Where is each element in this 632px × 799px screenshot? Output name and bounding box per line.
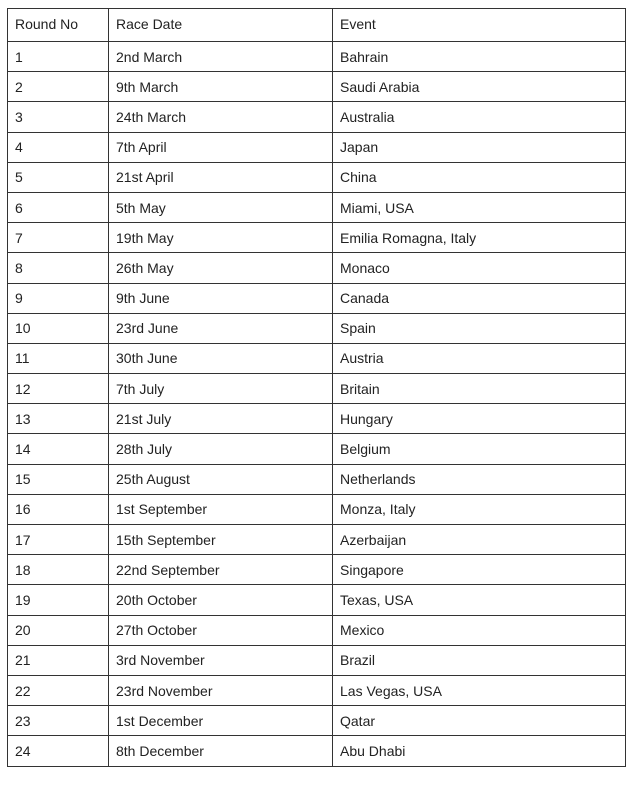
round-no-cell: 16 bbox=[8, 494, 109, 524]
table-row bbox=[8, 253, 626, 283]
round-no-cell: 19 bbox=[8, 585, 109, 615]
table-row bbox=[8, 283, 626, 313]
race-date-cell: 9th March bbox=[109, 72, 333, 102]
event-cell: Britain bbox=[333, 374, 626, 404]
event-cell: Monaco bbox=[333, 253, 626, 283]
race-date-cell: 3rd November bbox=[109, 645, 333, 675]
table-header bbox=[8, 9, 626, 42]
round-no-cell: 9 bbox=[8, 283, 109, 313]
round-no-cell: 13 bbox=[8, 404, 109, 434]
table-row bbox=[8, 585, 626, 615]
race-date-cell: 25th August bbox=[109, 464, 333, 494]
round-no-cell: 1 bbox=[8, 42, 109, 72]
race-schedule-table bbox=[7, 8, 626, 767]
event-cell: Qatar bbox=[333, 706, 626, 736]
event-cell: Spain bbox=[333, 313, 626, 343]
table-row bbox=[8, 675, 626, 705]
table-row bbox=[8, 464, 626, 494]
table-row bbox=[8, 374, 626, 404]
race-date-cell: 20th October bbox=[109, 585, 333, 615]
table-row bbox=[8, 42, 626, 72]
table-row bbox=[8, 555, 626, 585]
round-no-cell: 4 bbox=[8, 132, 109, 162]
table-row bbox=[8, 404, 626, 434]
round-no-cell: 24 bbox=[8, 736, 109, 766]
event-cell: China bbox=[333, 162, 626, 192]
event-cell: Austria bbox=[333, 343, 626, 373]
round-no-cell: 22 bbox=[8, 675, 109, 705]
round-no-cell: 2 bbox=[8, 72, 109, 102]
race-date-cell: 23rd June bbox=[109, 313, 333, 343]
table-row bbox=[8, 72, 626, 102]
race-date-cell: 28th July bbox=[109, 434, 333, 464]
race-date-cell: 15th September bbox=[109, 525, 333, 555]
event-cell: Texas, USA bbox=[333, 585, 626, 615]
table-row bbox=[8, 434, 626, 464]
round-no-cell: 8 bbox=[8, 253, 109, 283]
event-cell: Monza, Italy bbox=[333, 494, 626, 524]
round-no-cell: 10 bbox=[8, 313, 109, 343]
header-round-no: Round No bbox=[8, 9, 109, 42]
header-race-date: Race Date bbox=[109, 9, 333, 42]
round-no-cell: 5 bbox=[8, 162, 109, 192]
event-cell: Miami, USA bbox=[333, 192, 626, 222]
race-date-cell: 2nd March bbox=[109, 42, 333, 72]
round-no-cell: 21 bbox=[8, 645, 109, 675]
table-row bbox=[8, 313, 626, 343]
event-cell: Emilia Romagna, Italy bbox=[333, 223, 626, 253]
event-cell: Saudi Arabia bbox=[333, 72, 626, 102]
race-date-cell: 23rd November bbox=[109, 675, 333, 705]
race-date-cell: 9th June bbox=[109, 283, 333, 313]
race-date-cell: 30th June bbox=[109, 343, 333, 373]
event-cell: Brazil bbox=[333, 645, 626, 675]
table-row bbox=[8, 706, 626, 736]
round-no-cell: 7 bbox=[8, 223, 109, 253]
race-date-cell: 8th December bbox=[109, 736, 333, 766]
table-row bbox=[8, 102, 626, 132]
table-row bbox=[8, 223, 626, 253]
round-no-cell: 3 bbox=[8, 102, 109, 132]
event-cell: Bahrain bbox=[333, 42, 626, 72]
table-row bbox=[8, 162, 626, 192]
event-cell: Abu Dhabi bbox=[333, 736, 626, 766]
event-cell: Mexico bbox=[333, 615, 626, 645]
round-no-cell: 18 bbox=[8, 555, 109, 585]
race-date-cell: 1st September bbox=[109, 494, 333, 524]
table-row bbox=[8, 525, 626, 555]
event-cell: Japan bbox=[333, 132, 626, 162]
header-event: Event bbox=[333, 9, 626, 42]
race-date-cell: 24th March bbox=[109, 102, 333, 132]
round-no-cell: 6 bbox=[8, 192, 109, 222]
table-row bbox=[8, 132, 626, 162]
event-cell: Belgium bbox=[333, 434, 626, 464]
race-date-cell: 27th October bbox=[109, 615, 333, 645]
event-cell: Las Vegas, USA bbox=[333, 675, 626, 705]
event-cell: Canada bbox=[333, 283, 626, 313]
event-cell: Netherlands bbox=[333, 464, 626, 494]
round-no-cell: 11 bbox=[8, 343, 109, 373]
table-row bbox=[8, 494, 626, 524]
race-date-cell: 7th July bbox=[109, 374, 333, 404]
round-no-cell: 23 bbox=[8, 706, 109, 736]
race-date-cell: 21st April bbox=[109, 162, 333, 192]
round-no-cell: 14 bbox=[8, 434, 109, 464]
table-row bbox=[8, 615, 626, 645]
race-date-cell: 21st July bbox=[109, 404, 333, 434]
race-date-cell: 19th May bbox=[109, 223, 333, 253]
table-row bbox=[8, 192, 626, 222]
event-cell: Hungary bbox=[333, 404, 626, 434]
round-no-cell: 17 bbox=[8, 525, 109, 555]
header-row bbox=[8, 9, 626, 42]
event-cell: Singapore bbox=[333, 555, 626, 585]
round-no-cell: 12 bbox=[8, 374, 109, 404]
event-cell: Azerbaijan bbox=[333, 525, 626, 555]
table-body bbox=[8, 42, 626, 767]
event-cell: Australia bbox=[333, 102, 626, 132]
race-date-cell: 26th May bbox=[109, 253, 333, 283]
race-date-cell: 5th May bbox=[109, 192, 333, 222]
race-date-cell: 22nd September bbox=[109, 555, 333, 585]
round-no-cell: 20 bbox=[8, 615, 109, 645]
table-row bbox=[8, 645, 626, 675]
round-no-cell: 15 bbox=[8, 464, 109, 494]
race-date-cell: 1st December bbox=[109, 706, 333, 736]
table-row bbox=[8, 736, 626, 766]
race-date-cell: 7th April bbox=[109, 132, 333, 162]
table-row bbox=[8, 343, 626, 373]
